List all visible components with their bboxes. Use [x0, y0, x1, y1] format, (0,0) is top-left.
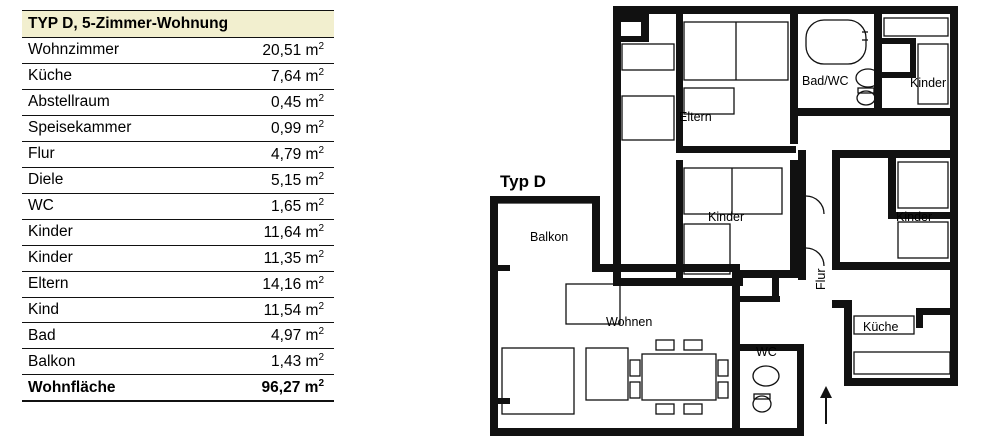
area-table-title: TYP D, 5-Zimmer-Wohnung — [22, 11, 334, 38]
superscript-2: 2 — [318, 274, 324, 286]
table-row — [22, 115, 334, 141]
room-area: 0,99 $m^2$ — [206, 115, 334, 141]
superscript-2: 2 — [318, 300, 324, 312]
room-label-bad-wc: Bad/WC — [802, 74, 849, 88]
room-area: 4,97 $m^2$ — [206, 323, 334, 349]
room-area: 1,43 $m^2$ — [206, 349, 334, 375]
room-area: 4,79 $m^2$ — [206, 141, 334, 167]
area-table-body — [22, 11, 334, 402]
plan-title: Typ D — [500, 172, 546, 191]
floor-plan — [470, 0, 1000, 448]
table-row — [22, 63, 334, 89]
room-name: Eltern — [22, 271, 206, 297]
room-name: Diele — [22, 167, 206, 193]
room-label-balkon: Balkon — [530, 230, 569, 244]
room-label-kinder-mid-left: Kinder — [708, 210, 745, 224]
room-name: WC — [22, 193, 206, 219]
area-table — [22, 10, 334, 402]
room-area: 5,15 $m^2$ — [206, 167, 334, 193]
room-area: 11,64 $m^2$ — [206, 219, 334, 245]
table-row — [22, 245, 334, 271]
room-area: 1,65 $m^2$ — [206, 193, 334, 219]
room-area: 0,45 $m^2$ — [206, 89, 334, 115]
room-area: 20,51 $m^2$ — [206, 37, 334, 63]
table-row — [22, 297, 334, 323]
superscript-2: 2 — [318, 352, 324, 364]
room-area: 14,16 $m^2$ — [206, 271, 334, 297]
room-label-flur: Flur — [814, 268, 828, 290]
total-area: 96,27 $m^2$ — [206, 375, 334, 401]
room-label-eltern: Eltern — [679, 110, 712, 124]
superscript-2: 2 — [318, 170, 324, 182]
table-row — [22, 219, 334, 245]
superscript-2: 2 — [318, 378, 324, 390]
superscript-2: 2 — [318, 66, 324, 78]
room-name: Speisekammer — [22, 115, 206, 141]
room-name: Küche — [22, 63, 206, 89]
north-arrow-icon — [820, 386, 832, 424]
room-area: 11,54 $m^2$ — [206, 297, 334, 323]
table-row — [22, 193, 334, 219]
table-row — [22, 349, 334, 375]
superscript-2: 2 — [318, 92, 324, 104]
superscript-2: 2 — [318, 118, 324, 130]
superscript-2: 2 — [318, 222, 324, 234]
superscript-2: 2 — [318, 248, 324, 260]
room-name: Balkon — [22, 349, 206, 375]
table-row — [22, 271, 334, 297]
total-label: Wohnfläche — [22, 375, 206, 401]
room-name: Abstellraum — [22, 89, 206, 115]
superscript-2: 2 — [318, 144, 324, 156]
table-row — [22, 141, 334, 167]
room-label-kueche: Küche — [863, 320, 899, 334]
area-table-header-row — [22, 11, 334, 38]
room-label-wc: WC — [756, 345, 777, 359]
room-name: Kinder — [22, 219, 206, 245]
room-name: Kind — [22, 297, 206, 323]
room-name: Kinder — [22, 245, 206, 271]
room-name: Flur — [22, 141, 206, 167]
room-label-wohnen: Wohnen — [606, 315, 653, 329]
table-row — [22, 167, 334, 193]
table-row — [22, 323, 334, 349]
room-area: 7,64 $m^2$ — [206, 63, 334, 89]
room-name: Bad — [22, 323, 206, 349]
total-row — [22, 375, 334, 401]
superscript-2: 2 — [318, 326, 324, 338]
room-name: Wohnzimmer — [22, 37, 206, 63]
table-row — [22, 37, 334, 63]
superscript-2: 2 — [318, 196, 324, 208]
room-label-kinder-top-right: Kinder — [910, 76, 947, 90]
room-label-kinder-mid-right: Kinder — [896, 210, 933, 224]
floor-plan-drawing — [470, 0, 1000, 448]
table-row — [22, 89, 334, 115]
room-area: 11,35 $m^2$ — [206, 245, 334, 271]
superscript-2: 2 — [318, 40, 324, 52]
